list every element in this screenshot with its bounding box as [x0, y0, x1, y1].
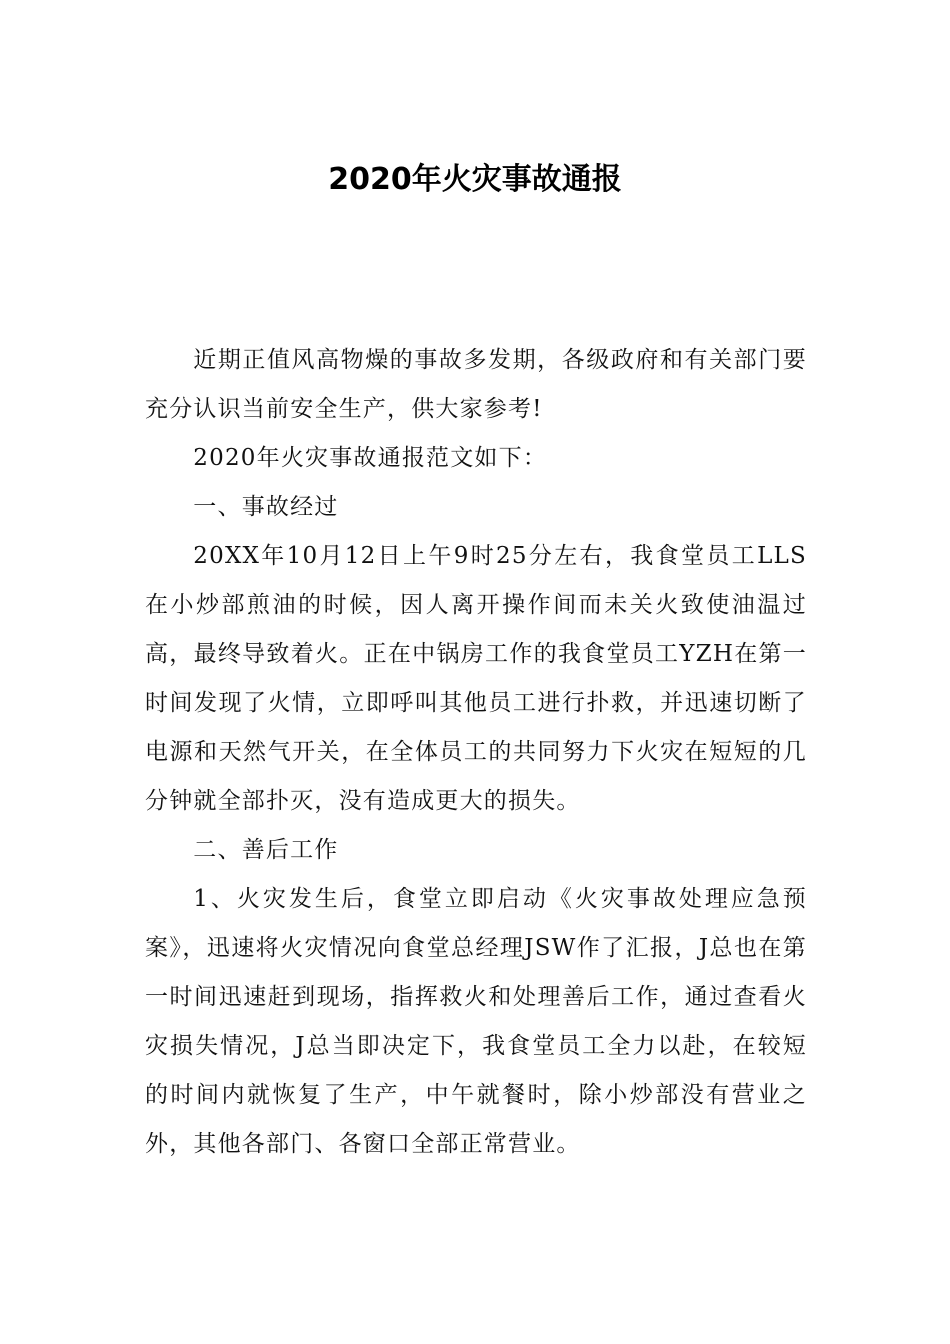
incident-paragraph: 20XX年10月12日上午9时25分左右，我食堂员工LLS在小炒部煎油的时候，因人离开操作间而未关火致使油温过高，最终导致着火。正在中锅房工作的我食堂员工YZH在第一时间发现了火情，立即呼叫其他员工进行扑救，并迅速切断了电源和天然气开关，在全体员工的共同努力下火灾在短短的几分钟就全部扑灭，没有造成更大的损失。: [145, 543, 807, 814]
lead-in-paragraph: 2020年火灾事故通报范文如下：: [193, 445, 548, 471]
section-heading-incident: 一、事故经过: [193, 494, 339, 520]
aftermath-paragraph: 1、火灾发生后，食堂立即启动《火灾事故处理应急预案》，迅速将火灾情况向食堂总经理JSW作了汇报，J总也在第一时间迅速赶到现场，指挥救火和处理善后工作，通过查看火灾损失情况，J总当即决定下，我食堂员工全力以赴，在较短的时间内就恢复了生产，中午就餐时，除小炒部没有营业之外，其他各部门、各窗口全部正常营业。: [145, 886, 807, 1157]
intro-paragraph: 近期正值风高物燥的事故多发期，各级政府和有关部门要充分认识当前安全生产，供大家参考!: [145, 347, 807, 422]
section-heading-aftermath: 二、善后工作: [193, 837, 339, 863]
document-body: [145, 336, 807, 1169]
document-title: 2020年火灾事故通报: [328, 162, 622, 197]
